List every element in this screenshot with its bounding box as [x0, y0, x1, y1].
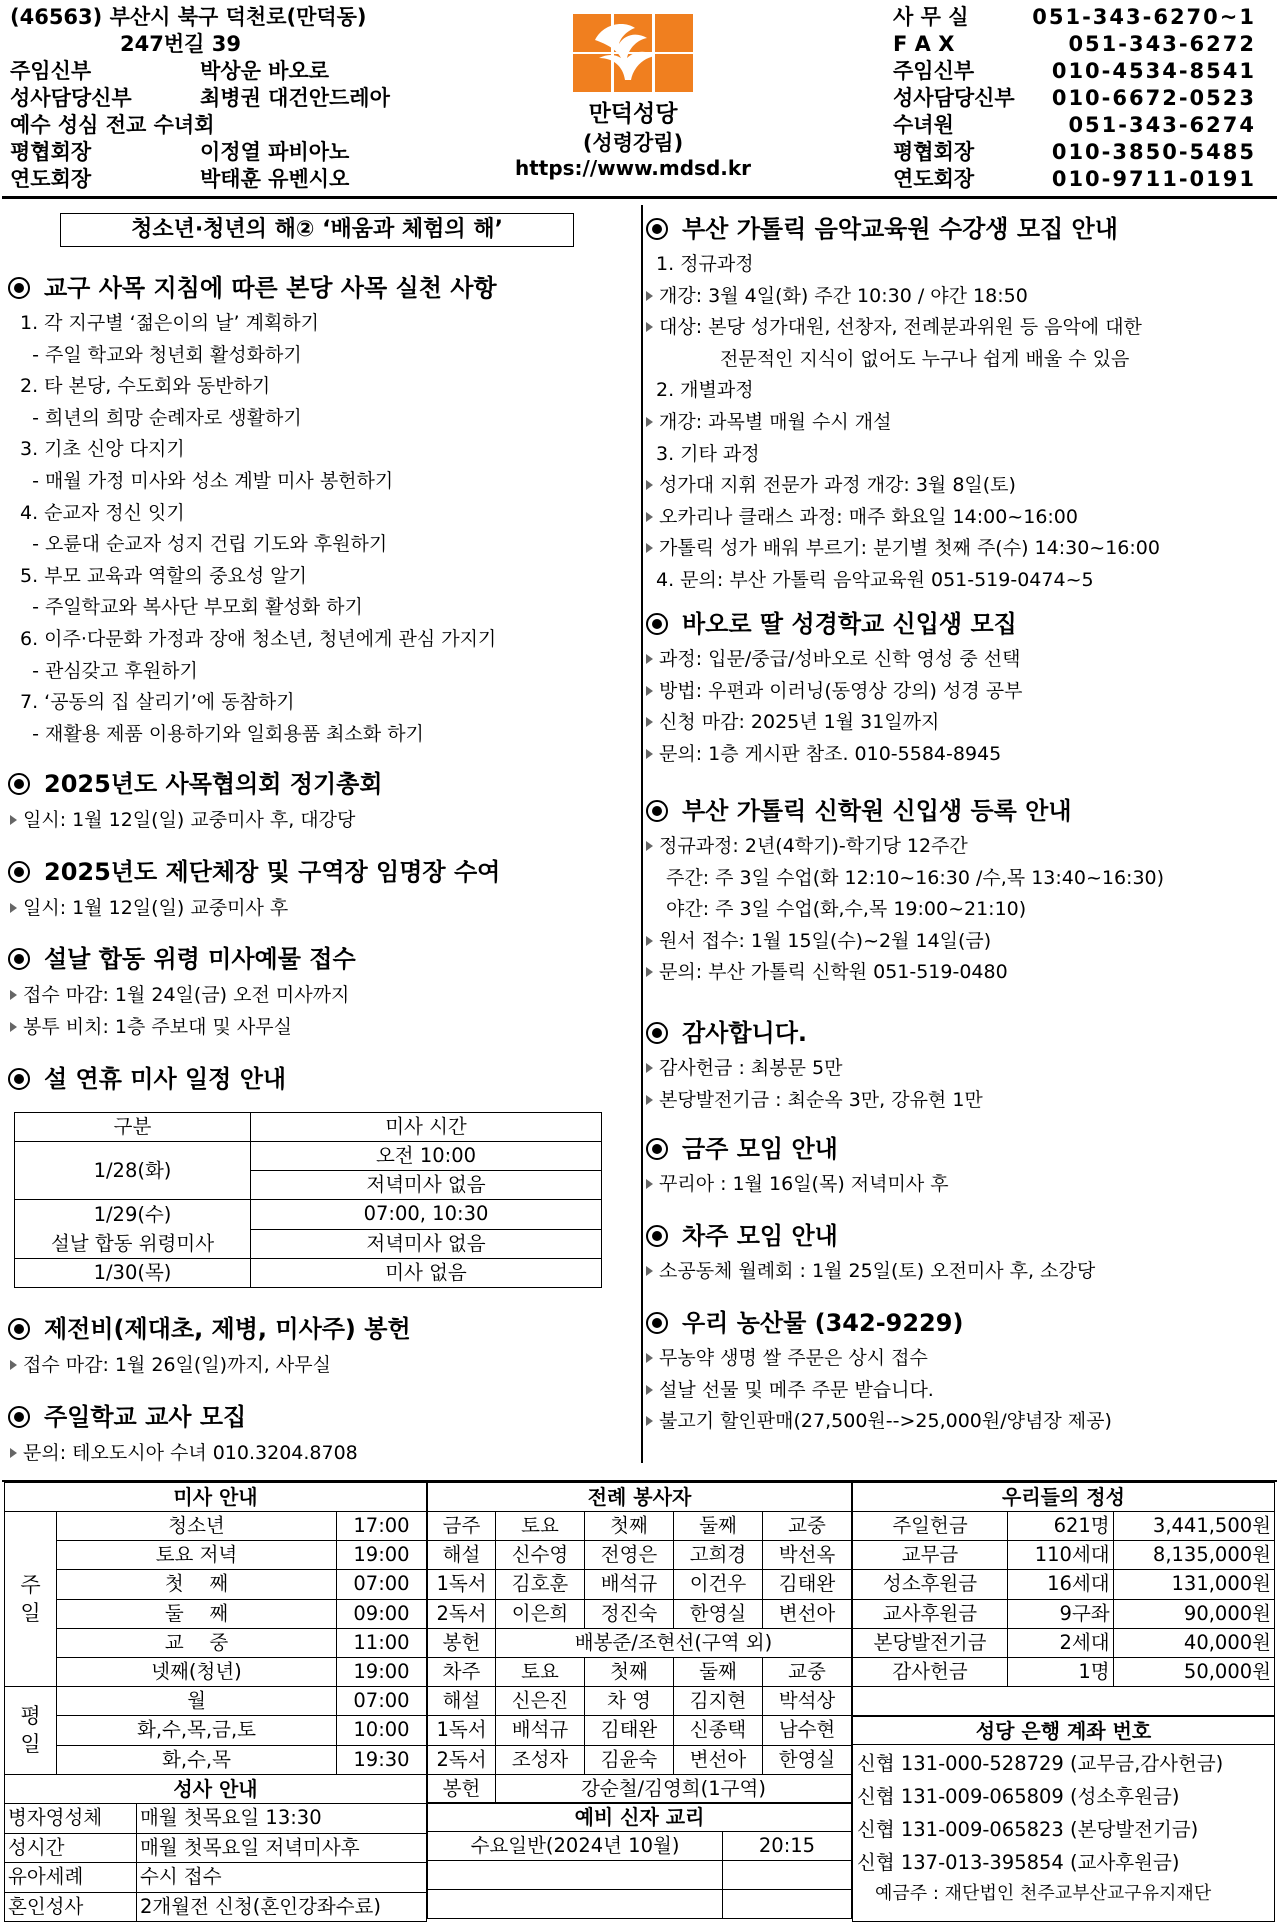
liturgy-cell: 토요 — [496, 1512, 585, 1541]
list-item: 5. 부모 교육과 역할의 중요성 알기 — [20, 564, 307, 587]
list-item: - 주일 학교와 청년회 활성화하기 — [20, 343, 302, 366]
triangle-bullet-icon — [646, 1063, 653, 1073]
offering-table — [852, 1482, 1275, 1716]
mass-name: 월 — [57, 1687, 337, 1716]
contact-phone[interactable]: 051-343-6272 — [1068, 32, 1256, 56]
triangle-bullet-icon — [646, 543, 653, 553]
liturgy-cell: 김호훈 — [496, 1570, 585, 1599]
list-item: 불고기 할인판매(27,500원-->25,000원/양념장 제공) — [646, 1406, 1112, 1438]
liturgy-cell: 신종택 — [674, 1716, 763, 1745]
liturgy-cell: 한영실 — [674, 1599, 763, 1628]
section-title: 바오로 딸 성경학교 신입생 모집 — [682, 610, 1017, 638]
contact-phone[interactable]: 051-343-6270~1 — [1032, 5, 1256, 29]
list-item: 개강: 3월 4일(화) 주간 10:30 / 야간 18:50 — [646, 281, 1028, 313]
liturgy-cell: 조성자 — [496, 1745, 585, 1774]
liturgy-offertory: 강순철/김영희(1구역) — [496, 1774, 852, 1803]
list-item: 과정: 입문/중급/성바오로 신학 영성 중 선택 — [646, 644, 1020, 676]
liturgy-cell: 남수현 — [763, 1716, 852, 1745]
sacrament-name: 혼인성사 — [5, 1892, 137, 1922]
section-general-assembly — [8, 768, 383, 800]
offering-cell: 90,000원 — [1113, 1599, 1274, 1628]
liturgy-cell: 신수영 — [496, 1541, 585, 1570]
sacrament-time: 수시 접수 — [137, 1863, 427, 1893]
table-header: 구분 — [15, 1113, 251, 1142]
list-item: 3. 기초 신앙 다지기 — [20, 438, 185, 461]
offering-cell: 감사헌금 — [853, 1657, 1008, 1686]
appointment-date: 일시: 1월 12일(일) 교중미사 후 — [10, 893, 288, 925]
catechism-table — [427, 1802, 852, 1919]
liturgy-cell: 이건우 — [674, 1570, 763, 1599]
triangle-bullet-icon — [646, 936, 653, 946]
sunday-label: 주 일 — [5, 1512, 57, 1687]
mass-name: 토요 저녁 — [57, 1541, 337, 1570]
theme-box: 청소년·청년의 해② ‘배움과 체험의 해’ — [60, 213, 574, 247]
contact-label: 사 무 실 — [893, 5, 969, 29]
offering-cell: 8,135,000원 — [1113, 1541, 1274, 1570]
memorial-envelope: 봉투 비치: 1층 주보대 및 사무실 — [10, 1012, 292, 1044]
offering-cell: 1명 — [1008, 1657, 1114, 1686]
mass-time: 19:00 — [337, 1541, 427, 1570]
section-altar-offering — [8, 1313, 411, 1345]
mass-schedule-title: 미사 안내 — [5, 1483, 427, 1512]
circle-bullet-icon — [8, 277, 30, 299]
sacrament-time: 매월 첫목요일 13:30 — [137, 1804, 427, 1834]
offering-cell: 50,000원 — [1113, 1657, 1274, 1686]
header-contacts — [893, 4, 1268, 193]
altar-deadline: 접수 마감: 1월 26일(일)까지, 사무실 — [10, 1350, 331, 1382]
catechism-title: 예비 신자 교리 — [428, 1803, 852, 1832]
list-item: 2. 개별과정 — [656, 379, 754, 402]
list-item: 대상: 본당 성가대원, 선창자, 전례분과위원 등 음악에 대한 — [646, 312, 1142, 344]
section-holiday-mass — [8, 1063, 286, 1095]
contact-label: 연도회장 — [893, 167, 975, 191]
bank-title: 성당 은행 계좌 번호 — [853, 1717, 1274, 1745]
table-cell: 1/30(목) — [15, 1259, 251, 1288]
address-line-1: (46563) 부산시 북구 덕천로(만덕동) — [10, 5, 367, 29]
contact-label: F A X — [893, 32, 955, 56]
table-cell: 07:00, 10:30 — [251, 1200, 602, 1230]
sacrament-name: 성시간 — [5, 1833, 137, 1863]
section-title: 금주 모임 안내 — [682, 1135, 838, 1163]
liturgy-cell: 차 영 — [585, 1687, 674, 1716]
section-title: 교구 사목 지침에 따른 본당 사목 실천 사항 — [44, 274, 497, 302]
triangle-bullet-icon — [646, 1095, 653, 1105]
section-title: 차주 모임 안내 — [682, 1222, 838, 1250]
liturgy-title: 전례 봉사자 — [428, 1483, 852, 1512]
list-item: 7. ‘공동의 집 살리기’에 동참하기 — [20, 691, 295, 714]
header-staff-list — [10, 58, 390, 193]
column-divider — [641, 205, 643, 1463]
mass-name: 화,수,목 — [57, 1745, 337, 1774]
triangle-bullet-icon — [646, 417, 653, 427]
section-title: 설날 합동 위령 미사예물 접수 — [44, 945, 356, 973]
contact-row — [893, 139, 1268, 166]
mass-schedule-table — [4, 1482, 427, 1775]
table-cell: 미사 없음 — [251, 1259, 602, 1288]
triangle-bullet-icon — [646, 654, 653, 664]
triangle-bullet-icon — [646, 291, 653, 301]
staff-role: 예수 성심 전교 수녀회 — [10, 113, 215, 137]
table-cell: 오전 10:00 — [251, 1142, 602, 1171]
liturgy-cell: 박석상 — [763, 1687, 852, 1716]
section-title: 2025년도 제단체장 및 구역장 임명장 수여 — [44, 858, 501, 886]
section-title: 설 연휴 미사 일정 안내 — [44, 1065, 287, 1093]
contact-label: 주임신부 — [893, 59, 975, 83]
mass-time: 19:00 — [337, 1657, 427, 1686]
liturgy-cell: 전영은 — [585, 1541, 674, 1570]
liturgy-cell: 김지현 — [674, 1687, 763, 1716]
offering-cell: 성소후원금 — [853, 1570, 1008, 1599]
section-r7 — [646, 1307, 963, 1339]
liturgy-cell: 배석규 — [496, 1716, 585, 1745]
section-appointment — [8, 856, 500, 888]
section-title: 주일학교 교사 모집 — [44, 1403, 247, 1431]
staff-role: 평협회장 — [10, 140, 92, 164]
list-item: 문의: 부산 가톨릭 신학원 051-519-0480 — [646, 957, 1008, 989]
liturgy-cell: 변선아 — [763, 1599, 852, 1628]
liturgy-cell: 교중 — [763, 1657, 852, 1686]
circle-bullet-icon — [8, 948, 30, 970]
pastoral-guidelines-list — [20, 308, 496, 750]
liturgy-cell: 교중 — [763, 1512, 852, 1541]
staff-name: 최병권 대건안드레아 — [200, 86, 390, 110]
parish-motto: (성령강림) — [582, 131, 684, 155]
section-title: 우리 농산물 (342-9229) — [682, 1309, 964, 1337]
address-line-2: 247번길 39 — [120, 32, 241, 56]
triangle-bullet-icon — [10, 903, 17, 913]
list-item: 소공동체 월례회 : 1월 25일(토) 오전미사 후, 소강당 — [646, 1256, 1095, 1288]
circle-bullet-icon — [646, 1225, 668, 1247]
list-item: 주간: 주 3일 수업(화 12:10~16:30 /수,목 13:40~16:30) — [666, 866, 1165, 889]
mass-name: 첫 째 — [57, 1570, 337, 1599]
liturgy-cell: 2독서 — [428, 1745, 496, 1774]
triangle-bullet-icon — [646, 1353, 653, 1363]
sacrament-title: 성사 안내 — [5, 1775, 427, 1804]
sacrament-name: 병자영성체 — [5, 1804, 137, 1834]
circle-bullet-icon — [646, 1022, 668, 1044]
liturgy-cell: 고희경 — [674, 1541, 763, 1570]
offering-cell: 2세대 — [1008, 1628, 1114, 1657]
list-item: 무농약 생명 쌀 주문은 상시 접수 — [646, 1343, 928, 1375]
catechism-time: 20:15 — [723, 1832, 852, 1861]
sacrament-table — [4, 1774, 427, 1922]
section-title: 감사합니다. — [682, 1019, 808, 1047]
liturgy-cell: 봉헌 — [428, 1774, 496, 1803]
table-cell: 1/28(화) — [15, 1142, 251, 1200]
contact-row — [893, 58, 1268, 85]
bank-holder: 예금주 : 재단법인 천주교부산교구유지재단 — [875, 1883, 1212, 1904]
circle-bullet-icon — [646, 1312, 668, 1334]
liturgy-cell: 해설 — [428, 1541, 496, 1570]
liturgy-cell: 토요 — [496, 1657, 585, 1686]
list-item: 성가대 지휘 전문가 과정 개강: 3월 8일(토) — [646, 470, 1016, 502]
list-item: - 주일학교와 복사단 부모회 활성화 하기 — [20, 596, 363, 619]
list-item: 3. 기타 과정 — [656, 442, 760, 465]
teacher-contact: 문의: 테오도시아 수녀 010.3204.8708 — [10, 1438, 358, 1470]
triangle-bullet-icon — [646, 512, 653, 522]
list-item: 문의: 1층 게시판 참조. 010-5584-8945 — [646, 739, 1001, 771]
offering-cell: 9구좌 — [1008, 1599, 1114, 1628]
offering-cell: 교사후원금 — [853, 1599, 1008, 1628]
list-item: 2. 타 본당, 수도회와 동반하기 — [20, 375, 271, 398]
section-title: 2025년도 사목협의회 정기총회 — [44, 770, 383, 798]
liturgy-cell: 한영실 — [763, 1745, 852, 1774]
offering-title: 우리들의 정성 — [853, 1483, 1275, 1512]
triangle-bullet-icon — [646, 1266, 653, 1276]
offering-cell: 40,000원 — [1113, 1628, 1274, 1657]
list-item: - 관심갖고 후원하기 — [20, 659, 198, 682]
contact-phone[interactable]: 010-6672-0523 — [1051, 86, 1256, 110]
list-item: 원서 접수: 1월 15일(수)~2월 14일(금) — [646, 926, 991, 958]
staff-role: 주임신부 — [10, 59, 92, 83]
table-cell: 1/29(수) 설날 합동 위령미사 — [15, 1200, 251, 1259]
triangle-bullet-icon — [646, 1179, 653, 1189]
liturgy-cell: 둘째 — [674, 1657, 763, 1686]
liturgy-cell: 차주 — [428, 1657, 496, 1686]
table-cell: 저녁미사 없음 — [251, 1171, 602, 1200]
mass-time: 07:00 — [337, 1570, 427, 1599]
staff-name: 박태훈 유벤시오 — [200, 167, 350, 191]
offering-cell: 16세대 — [1008, 1570, 1114, 1599]
circle-bullet-icon — [646, 800, 668, 822]
catechism-class: 수요일반(2024년 10월) — [428, 1832, 723, 1861]
sacrament-time: 2개월전 신청(혼인강좌수료) — [137, 1892, 427, 1922]
section-memorial-offering — [8, 943, 356, 975]
section-r2 — [646, 608, 1017, 640]
list-item: 방법: 우편과 이러닝(동영상 강의) 성경 공부 — [646, 676, 1022, 708]
offering-cell: 본당발전기금 — [853, 1628, 1008, 1657]
list-item: 개강: 과목별 매월 수시 개설 — [646, 407, 891, 439]
section-r6 — [646, 1220, 838, 1252]
mass-name: 넷째(청년) — [57, 1657, 337, 1686]
triangle-bullet-icon — [10, 1022, 17, 1032]
contact-label: 성사담당신부 — [893, 86, 1015, 110]
bank-account: 신협 131-009-065823 (본당발전기금) — [857, 1818, 1199, 1841]
list-item: 설날 선물 및 메주 주문 받습니다. — [646, 1375, 934, 1407]
liturgy-cell: 봉헌 — [428, 1628, 496, 1657]
triangle-bullet-icon — [646, 749, 653, 759]
staff-row — [10, 166, 350, 193]
liturgy-cell: 해설 — [428, 1687, 496, 1716]
list-item: 1. 정규과정 — [656, 253, 754, 275]
section-teacher-recruit — [8, 1401, 246, 1433]
list-item: 1. 각 지구별 ‘젊은이의 날’ 계획하기 — [20, 312, 320, 334]
liturgy-cell: 1독서 — [428, 1570, 496, 1599]
offering-cell: 110세대 — [1008, 1541, 1114, 1570]
section-pastoral-guidelines — [8, 272, 497, 304]
triangle-bullet-icon — [646, 1385, 653, 1395]
contact-phone[interactable]: 010-9711-0191 — [1051, 167, 1256, 191]
section-r1 — [646, 213, 1118, 245]
offering-cell: 621명 — [1008, 1512, 1114, 1541]
list-item: 전문적인 지식이 없어도 누구나 쉽게 배울 수 있음 — [720, 347, 1130, 370]
mass-time: 10:00 — [337, 1716, 427, 1745]
list-item: 4. 순교자 정신 잇기 — [20, 501, 185, 524]
offering-cell: 교무금 — [853, 1541, 1008, 1570]
circle-bullet-icon — [8, 861, 30, 883]
triangle-bullet-icon — [646, 841, 653, 851]
holiday-mass-table — [14, 1112, 602, 1288]
mass-name: 청소년 — [57, 1512, 337, 1541]
contact-row — [893, 4, 1268, 31]
liturgy-cell: 박선옥 — [763, 1541, 852, 1570]
liturgy-cell: 첫째 — [585, 1657, 674, 1686]
list-item: - 재활용 제품 이용하기와 일회용품 최소화 하기 — [20, 722, 424, 745]
liturgy-cell: 배석규 — [585, 1570, 674, 1599]
staff-name: 박상운 바오로 — [200, 59, 330, 83]
liturgy-cell: 신은진 — [496, 1687, 585, 1716]
liturgy-cell: 2독서 — [428, 1599, 496, 1628]
list-item: - 매월 가정 미사와 성소 계발 미사 봉헌하기 — [20, 469, 394, 492]
table-cell: 저녁미사 없음 — [251, 1229, 602, 1259]
list-item: 감사헌금 : 최봉문 5만 — [646, 1053, 842, 1085]
sacrament-time: 매월 첫목요일 저녁미사후 — [137, 1833, 427, 1863]
website-link[interactable]: https://www.mdsd.kr — [514, 156, 752, 180]
circle-bullet-icon — [646, 613, 668, 635]
list-item: 야간: 주 3일 수업(화,수,목 19:00~21:10) — [666, 898, 1027, 921]
offering-cell: 131,000원 — [1113, 1570, 1274, 1599]
memorial-deadline: 접수 마감: 1월 24일(금) 오전 미사까지 — [10, 980, 349, 1012]
circle-bullet-icon — [8, 773, 30, 795]
liturgy-cell: 1독서 — [428, 1716, 496, 1745]
liturgy-table — [427, 1482, 852, 1804]
triangle-bullet-icon — [646, 717, 653, 727]
liturgy-cell: 금주 — [428, 1512, 496, 1541]
sacrament-name: 유아세례 — [5, 1863, 137, 1893]
bank-account: 신협 131-009-065809 (성소후원금) — [857, 1785, 1180, 1808]
circle-bullet-icon — [8, 1068, 30, 1090]
mass-name: 화,수,목,금,토 — [57, 1716, 337, 1745]
list-item: - 희년의 희망 순례자로 생활하기 — [20, 406, 302, 429]
mass-time: 17:00 — [337, 1512, 427, 1541]
triangle-bullet-icon — [646, 686, 653, 696]
table-header: 미사 시간 — [251, 1113, 602, 1142]
staff-row — [10, 112, 215, 139]
circle-bullet-icon — [646, 1138, 668, 1160]
triangle-bullet-icon — [10, 1360, 17, 1370]
list-item: 꾸리아 : 1월 16일(목) 저녁미사 후 — [646, 1169, 949, 1201]
list-item: 4. 문의: 부산 가톨릭 음악교육원 051-519-0474~5 — [656, 569, 1094, 591]
list-item: 본당발전기금 : 최순옥 3만, 강유현 1만 — [646, 1085, 983, 1117]
list-item: 신청 마감: 2025년 1월 31일까지 — [646, 707, 939, 739]
list-item: 오카리나 클래스 과정: 매주 화요일 14:00~16:00 — [646, 502, 1078, 534]
mass-name: 교 중 — [57, 1628, 337, 1657]
liturgy-offertory: 배봉준/조현선(구역 외) — [496, 1628, 852, 1657]
list-item: 6. 이주·다문화 가정과 장애 청소년, 청년에게 관심 가지기 — [20, 627, 497, 650]
liturgy-cell: 정진숙 — [585, 1599, 674, 1628]
section-title: 부산 가톨릭 신학원 신입생 등록 안내 — [682, 797, 1072, 825]
liturgy-cell: 이은희 — [496, 1599, 585, 1628]
staff-row — [10, 139, 350, 166]
contact-row — [893, 31, 1268, 58]
contact-phone[interactable]: 010-4534-8541 — [1051, 59, 1256, 83]
triangle-bullet-icon — [646, 480, 653, 490]
mass-time: 11:00 — [337, 1628, 427, 1657]
section-r5 — [646, 1133, 838, 1165]
bank-accounts — [852, 1716, 1275, 1922]
parish-logo — [573, 14, 693, 92]
bank-account: 신협 131-000-528729 (교무금,감사헌금) — [857, 1752, 1224, 1775]
contact-row — [893, 112, 1268, 139]
mass-time: 07:00 — [337, 1687, 427, 1716]
assembly-date: 일시: 1월 12일(일) 교중미사 후, 대강당 — [10, 805, 355, 837]
contact-label: 평협회장 — [893, 140, 975, 164]
staff-role: 성사담당신부 — [10, 86, 132, 110]
header-divider — [2, 196, 1277, 199]
triangle-bullet-icon — [646, 322, 653, 332]
section-r4 — [646, 1017, 807, 1049]
contact-phone[interactable]: 010-3850-5485 — [1051, 140, 1256, 164]
staff-row — [10, 58, 330, 85]
triangle-bullet-icon — [10, 990, 17, 1000]
triangle-bullet-icon — [10, 1448, 17, 1458]
staff-role: 연도회장 — [10, 167, 92, 191]
mass-name: 둘 째 — [57, 1599, 337, 1628]
section-title: 부산 가톨릭 음악교육원 수강생 모집 안내 — [682, 215, 1118, 243]
triangle-bullet-icon — [646, 967, 653, 977]
mass-time: 19:30 — [337, 1745, 427, 1774]
mass-time: 09:00 — [337, 1599, 427, 1628]
list-item: 가톨릭 성가 배워 부르기: 분기별 첫째 주(수) 14:30~16:00 — [646, 533, 1160, 565]
staff-name: 이정열 파비아노 — [200, 140, 350, 164]
liturgy-cell: 김태완 — [585, 1716, 674, 1745]
liturgy-cell: 둘째 — [674, 1512, 763, 1541]
weekday-label: 평 일 — [5, 1687, 57, 1775]
section-r3 — [646, 795, 1072, 827]
triangle-bullet-icon — [10, 815, 17, 825]
liturgy-cell: 김태완 — [763, 1570, 852, 1599]
staff-row — [10, 85, 390, 112]
section-title: 제전비(제대초, 제병, 미사주) 봉헌 — [44, 1315, 411, 1343]
triangle-bullet-icon — [646, 1416, 653, 1426]
contact-row — [893, 166, 1268, 193]
contact-label: 수녀원 — [893, 113, 954, 137]
contact-phone[interactable]: 051-343-6274 — [1068, 113, 1256, 137]
offering-cell: 주일헌금 — [853, 1512, 1008, 1541]
circle-bullet-icon — [646, 218, 668, 240]
liturgy-cell: 변선아 — [674, 1745, 763, 1774]
parish-name: 만덕성당 — [588, 101, 678, 127]
list-item: - 오륜대 순교자 성지 건립 기도와 후원하기 — [20, 533, 388, 556]
liturgy-cell: 김윤숙 — [585, 1745, 674, 1774]
liturgy-cell: 첫째 — [585, 1512, 674, 1541]
contact-row — [893, 85, 1268, 112]
circle-bullet-icon — [8, 1406, 30, 1428]
circle-bullet-icon — [8, 1318, 30, 1340]
bank-account: 신협 137-013-395854 (교사후원금) — [857, 1851, 1180, 1874]
offering-cell: 3,441,500원 — [1113, 1512, 1274, 1541]
list-item: 정규과정: 2년(4학기)-학기당 12주간 — [646, 831, 968, 863]
